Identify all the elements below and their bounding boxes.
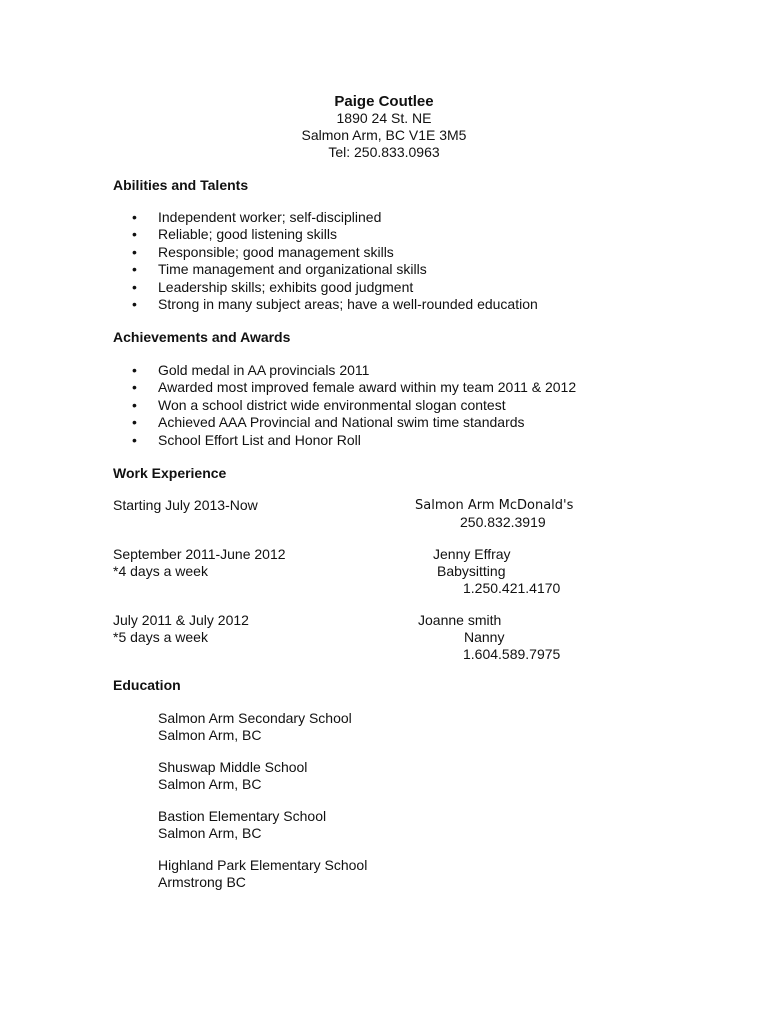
address-line-2: Salmon Arm, BC V1E 3M5	[301, 127, 467, 143]
school-location: Salmon Arm, BC	[158, 775, 262, 792]
job-role: Nanny	[464, 629, 505, 645]
bullet-icon: •	[132, 278, 137, 295]
list-item: • Reliable; good listening skills	[132, 226, 337, 243]
list-item: • Time management and organizational skills	[132, 261, 427, 278]
job-phone: 1.250.421.4170	[463, 580, 561, 596]
job-phone: 250.832.3919	[460, 514, 546, 530]
list-item: • Responsible; good management skills	[132, 243, 394, 260]
list-item: • Independent worker; self-disciplined	[132, 209, 382, 225]
school-entry	[158, 759, 367, 808]
abilities-list	[113, 209, 538, 313]
list-item: • Strong in many subject areas; have a well-rounded education	[132, 295, 538, 312]
achievements-heading: Achievements and Awards	[113, 329, 291, 345]
school-name: Highland Park Elementary School	[158, 857, 368, 873]
bullet-icon: •	[132, 396, 137, 413]
bullet-icon: •	[132, 431, 137, 448]
job-role: Babysitting	[437, 563, 506, 579]
job-employer: Salmon Arm McDonald's	[415, 498, 574, 513]
education-list	[158, 710, 367, 906]
address-line-1: 1890 24 St. NE	[336, 110, 432, 126]
abilities-heading: Abilities and Talents	[113, 177, 249, 193]
job-schedule-note: *4 days a week	[113, 563, 208, 579]
job-dates: September 2011-June 2012	[113, 546, 286, 562]
bullet-icon: •	[132, 243, 137, 260]
school-entry	[158, 710, 367, 759]
phone-number: Tel: 250.833.0963	[328, 144, 440, 160]
bullet-icon: •	[132, 362, 137, 378]
job-phone: 1.604.589.7975	[463, 646, 561, 662]
bullet-icon: •	[132, 295, 137, 312]
bullet-icon: •	[132, 414, 137, 431]
school-name: Bastion Elementary School	[158, 808, 327, 824]
job-dates: July 2011 & July 2012	[113, 612, 249, 628]
school-entry	[158, 857, 367, 906]
school-location: Salmon Arm, BC	[158, 824, 262, 841]
applicant-name: Paige Coutlee	[334, 93, 434, 110]
job-employer: Joanne smith	[418, 612, 502, 628]
list-item: • School Effort List and Honor Roll	[132, 431, 361, 448]
list-item: • Achieved AAA Provincial and National swim time standards	[132, 414, 525, 431]
bullet-icon: •	[132, 261, 137, 278]
education-heading: Education	[113, 677, 181, 693]
list-item: • Awarded most improved female award within my team 2011 & 2012	[132, 379, 577, 396]
work-heading: Work Experience	[113, 465, 227, 481]
achievements-list	[113, 362, 576, 449]
job-dates: Starting July 2013-Now	[113, 497, 258, 513]
list-item: • Gold medal in AA provincials 2011	[132, 362, 370, 378]
school-name: Salmon Arm Secondary School	[158, 710, 352, 726]
list-item: • Won a school district wide environmental slogan contest	[132, 396, 506, 413]
school-entry	[158, 808, 367, 857]
bullet-icon: •	[132, 226, 137, 243]
bullet-icon: •	[132, 209, 137, 225]
school-location: Salmon Arm, BC	[158, 726, 262, 743]
bullet-icon: •	[132, 379, 137, 396]
school-location: Armstrong BC	[158, 873, 246, 890]
job-schedule-note: *5 days a week	[113, 629, 208, 645]
job-employer: Jenny Effray	[433, 546, 511, 562]
list-item: • Leadership skills; exhibits good judgment	[132, 278, 414, 295]
school-name: Shuswap Middle School	[158, 759, 308, 775]
